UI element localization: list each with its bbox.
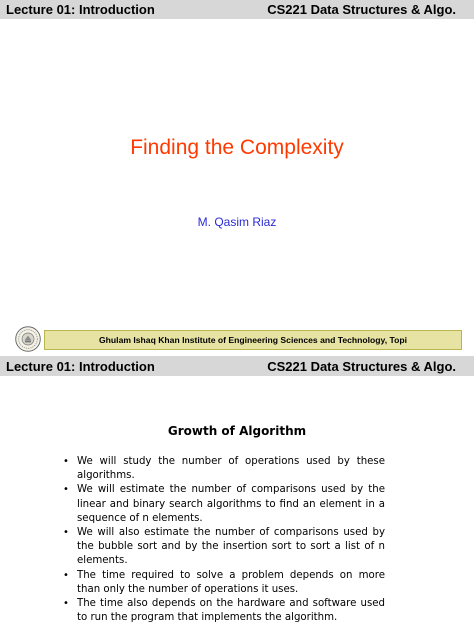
bullet-list <box>63 455 385 625</box>
institute-footer <box>44 330 462 350</box>
bullet-icon: • <box>63 569 69 581</box>
slide-header <box>0 0 474 19</box>
bullet-icon: • <box>63 527 69 539</box>
slide-title: Finding the Complexity <box>130 136 344 159</box>
header-course-label: CS221 Data Structures & Algo. <box>267 358 456 374</box>
bullet-item <box>63 569 385 597</box>
header-course-label: CS221 Data Structures & Algo. <box>267 2 456 17</box>
bullet-text: The time required to solve a problem depends on more than only the number of operations it uses. <box>77 569 385 595</box>
bullet-icon: • <box>63 456 69 467</box>
bullet-text: We will estimate the number of comparisons used by the linear and binary search algorithms to find an element in a sequence of n elements. <box>77 484 385 524</box>
header-lecture-label: Lecture 01: Introduction <box>6 358 155 374</box>
bullet-text: The time also depends on the hardware and software used to run the program that implements the algorithm. <box>77 598 385 624</box>
bullet-text: We will study the number of operations used by these algorithms. <box>77 456 385 482</box>
bullet-icon: • <box>63 484 69 496</box>
slide-header <box>0 356 474 376</box>
bullet-text: We will also estimate the number of comparisons used by the bubble sort and by the insertion sort to sort a list of n elements. <box>77 527 385 567</box>
bullet-item <box>63 455 385 483</box>
header-lecture-label: Lecture 01: Introduction <box>6 2 155 17</box>
institute-name: Ghulam Ishaq Khan Institute of Engineering Sciences and Technology, Topi <box>99 335 407 345</box>
bullet-icon: • <box>63 598 69 610</box>
bullet-item <box>63 526 385 569</box>
bullet-item <box>63 597 385 625</box>
section-heading: Growth of Algorithm <box>167 424 307 438</box>
author-name: M. Qasim Riaz <box>197 215 277 229</box>
bullet-item <box>63 483 385 526</box>
university-seal-icon <box>15 326 41 352</box>
